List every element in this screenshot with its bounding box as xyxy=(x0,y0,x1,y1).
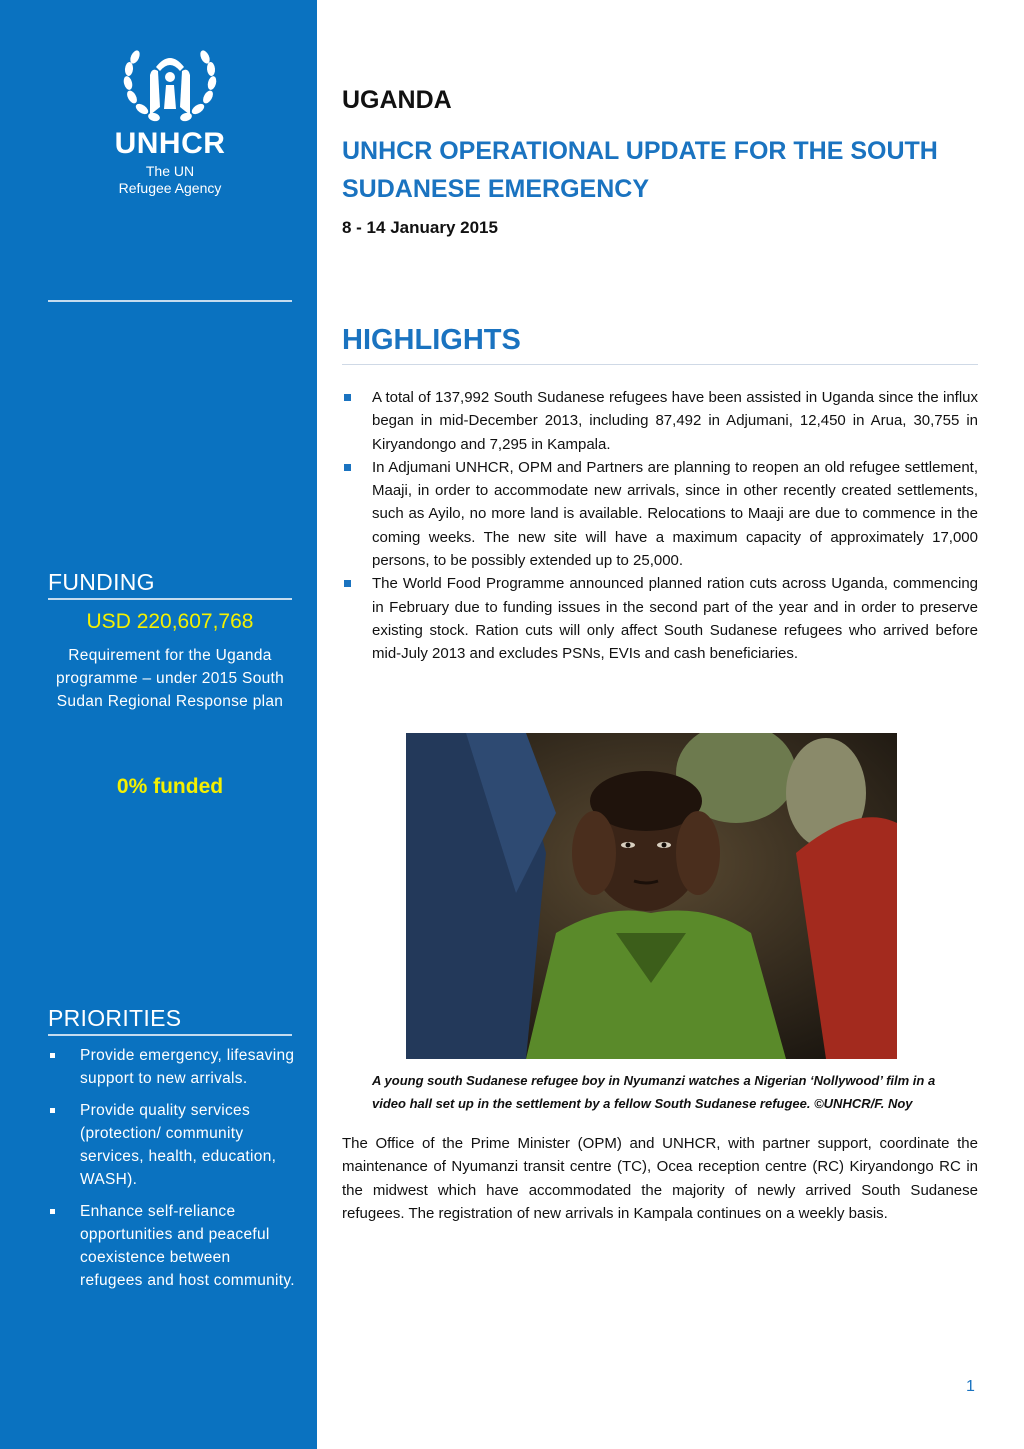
priorities-list xyxy=(48,1044,296,1301)
bullet-icon xyxy=(50,1108,55,1113)
sidebar-divider xyxy=(48,300,292,302)
logo-subtitle-line1: The UN xyxy=(145,163,195,179)
page-number: 1 xyxy=(966,1378,975,1395)
logo-wordmark: UNHCR xyxy=(114,127,226,160)
country-title: UGANDA xyxy=(342,86,452,114)
highlights-heading: HIGHLIGHTS xyxy=(342,324,521,356)
priority-item xyxy=(48,1200,296,1292)
highlight-item xyxy=(342,386,978,456)
document-title: UNHCR OPERATIONAL UPDATE FOR THE SOUTH SUDANESE EMERGENCY xyxy=(342,137,938,203)
highlights-rule xyxy=(342,364,978,365)
body-paragraph: The Office of the Prime Minister (OPM) and UNHCR, with partner support, coordinate the maintenance of Nyumanzi transit centre (TC), Ocea reception centre (RC) Kiryandongo RC in the midwest which have accommodated the majority of newly arrived South Sudanese refugees. The registration of new arrivals in Kampala continues on a weekly basis. xyxy=(342,1135,978,1222)
logo-subtitle-line2: Refugee Agency xyxy=(118,180,222,196)
sidebar xyxy=(0,0,317,1449)
highlight-item xyxy=(342,572,978,665)
refugee-boy-photo xyxy=(406,733,897,1059)
funding-description: Requirement for the Uganda programme – under 2015 South Sudan Regional Response plan xyxy=(55,647,285,710)
highlight-text: The World Food Programme announced planned ration cuts across Uganda, commencing in February due to funding issues in the second part of the year and in order to preserve existing stock. Ration cuts will only affect South Sudanese refugees who arrived before mid-July 2013 and excludes PSNs, EVIs and cash beneficiaries. xyxy=(372,575,978,663)
highlight-text: A total of 137,992 South Sudanese refugees have been assisted in Uganda since the influx began in mid-December 2013, including 87,492 in Adjumani, 12,450 in Arua, 30,755 in Kiryandongo and 7,295 in Kampala. xyxy=(372,389,978,453)
priorities-rule xyxy=(48,1034,292,1036)
priority-item xyxy=(48,1044,296,1090)
logo-subtitle xyxy=(100,163,240,197)
bullet-icon xyxy=(344,464,351,471)
highlight-item xyxy=(342,456,978,572)
funding-rule xyxy=(48,598,292,600)
highlight-text: In Adjumani UNHCR, OPM and Partners are planning to reopen an old refugee settlement, Maaji, in order to accommodate new arrivals, since in other recently created settlements, such as Ayilo, no more land is available. Relocations to Maaji are due to commence in the coming weeks. The new site will have a maximum capacity of approximately 17,000 persons, to be possibly extended up to 25,000. xyxy=(372,458,978,570)
bullet-icon xyxy=(50,1053,55,1058)
photo-illustration xyxy=(406,733,897,1059)
unhcr-emblem-icon xyxy=(120,45,220,127)
funding-heading: FUNDING xyxy=(48,569,155,595)
priority-item xyxy=(48,1099,296,1191)
bullet-icon xyxy=(344,394,351,401)
highlights-list xyxy=(342,386,978,666)
funded-percentage: 0% funded xyxy=(116,775,224,798)
report-date: 8 - 14 January 2015 xyxy=(342,218,498,237)
bullet-icon xyxy=(344,580,351,587)
priority-text: Provide emergency, lifesaving support to new arrivals. xyxy=(80,1047,295,1087)
priorities-heading: PRIORITIES xyxy=(48,1005,182,1031)
photo-caption: A young south Sudanese refugee boy in Nyumanzi watches a Nigerian ‘Nollywood’ film in a video hall set up in the settlement by a fellow South Sudanese refugee. ©UNHCR/F. Noy xyxy=(372,1073,936,1111)
funding-amount: USD 220,607,768 xyxy=(86,610,254,633)
unhcr-logo xyxy=(100,45,240,205)
priority-text: Provide quality services (protection/ community services, health, education, WASH). xyxy=(80,1102,277,1188)
bullet-icon xyxy=(50,1209,55,1214)
priority-text: Enhance self-reliance opportunities and peaceful coexistence between refugees and host community. xyxy=(80,1203,295,1289)
